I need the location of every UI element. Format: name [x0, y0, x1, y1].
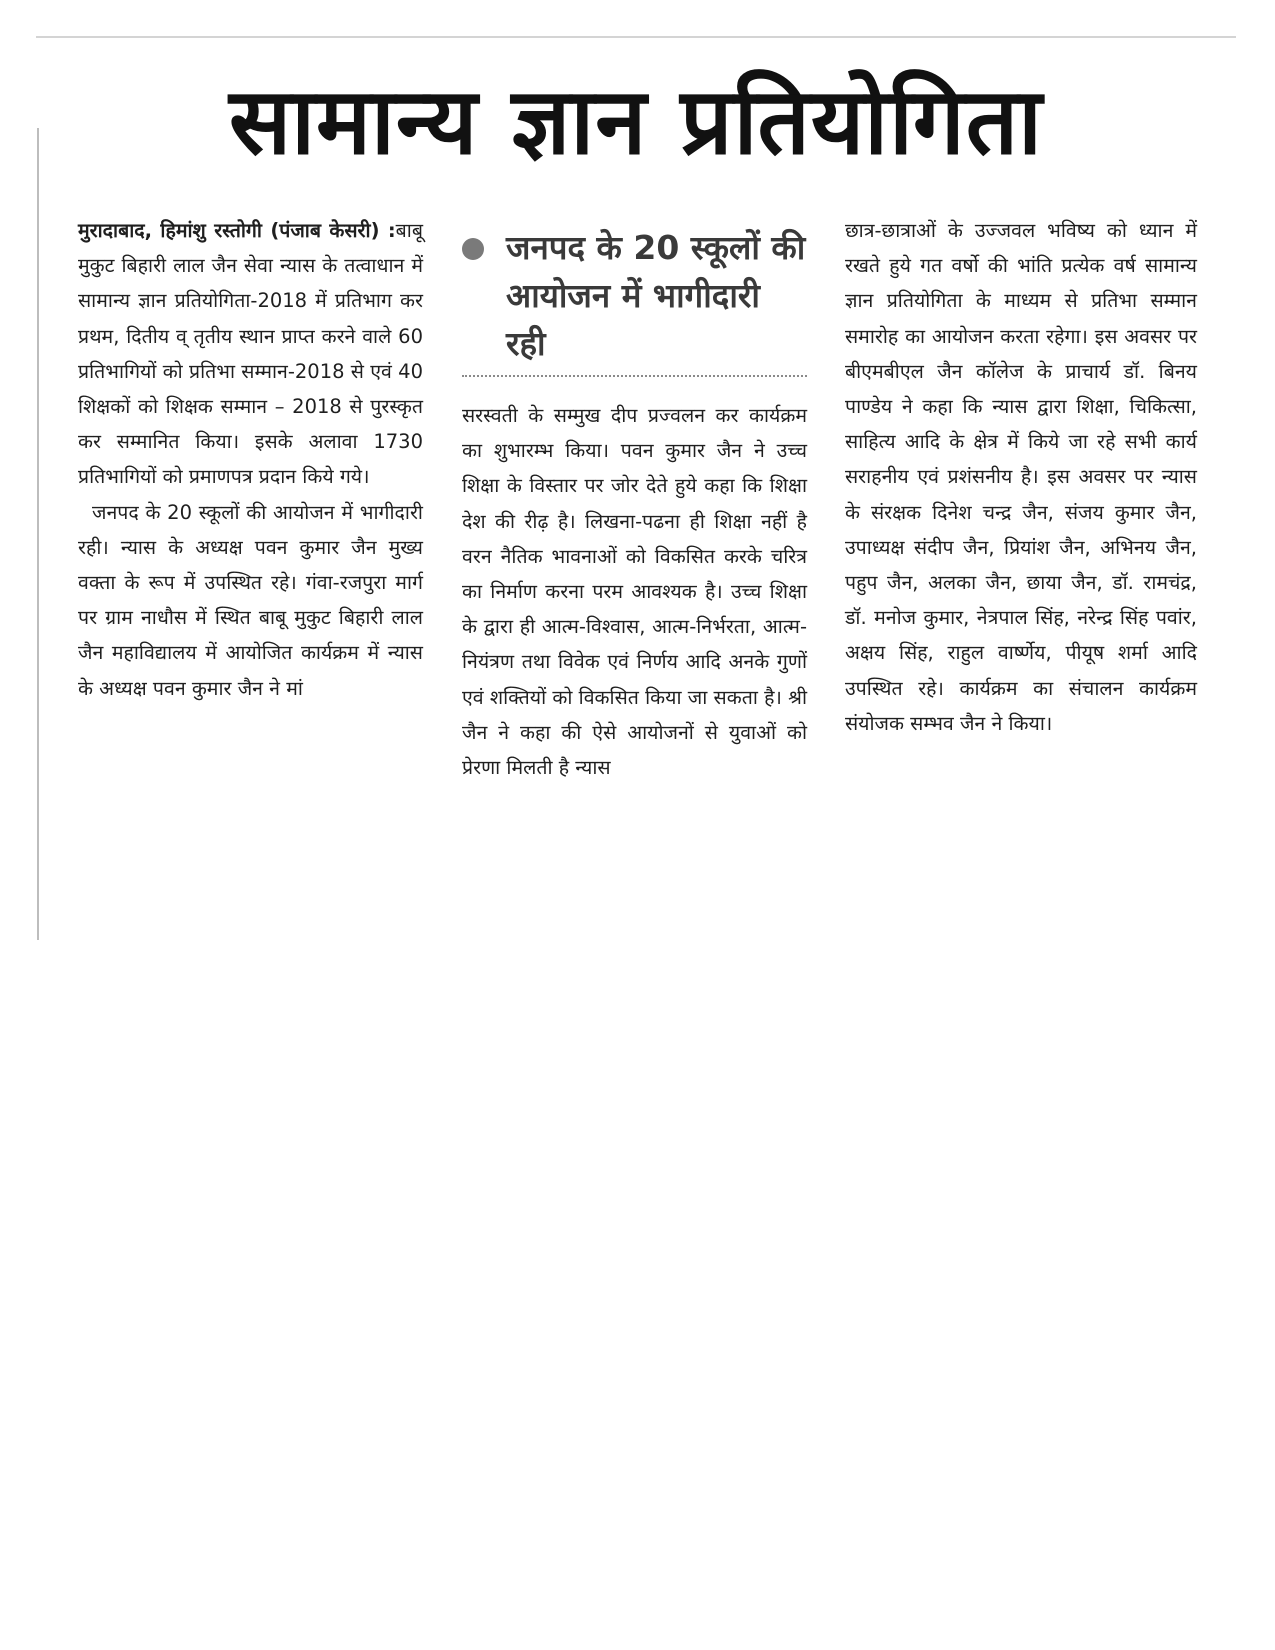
highlight-box	[462, 224, 807, 368]
headline: सामान्य ज्ञान प्रतियोगिता	[229, 68, 1043, 175]
article-column-2	[462, 398, 807, 785]
column-3-paragraph: छात्र-छात्राओं के उज्जवल भविष्य को ध्यान में रखते हुये गत वर्षो की भांति प्रत्येक वर्ष सामान्य ज्ञान प्रतियोगिता के माध्यम से प्रतिभा सम्मान समारोह का आयोजन करता रहेगा। इस अवसर पर बीएमबीएल जैन कॉलेज के प्राचार्य डॉ. बिनय पाण्डेय ने कहा कि न्यास द्वारा शिक्षा, चिकित्सा, साहित्य आदि के क्षेत्र में किये जा रहे सभी कार्य सराहनीय एवं प्रशंसनीय है। इस अवसर पर न्यास के संरक्षक दिनेश चन्द्र जैन, संजय कुमार जैन, उपाध्यक्ष संदीप जैन, प्रियांश जैन, अभिनय जैन, पहुप जैन, अलका जैन, छाया जैन, डॉ. रामचंद्र, डॉ. मनोज कुमार, नेत्रपाल सिंह, नरेन्द्र सिंह पवांर, अक्षय सिंह, राहुल वार्ष्णेय, पीयूष शर्मा आदि उपस्थित रहे। कार्यक्रम का संचालन कार्यक्रम संयोजक सम्भव जैन ने किया।	[845, 219, 1197, 735]
left-column-rule	[37, 128, 39, 940]
article-column-1	[78, 213, 423, 706]
byline: मुरादाबाद, हिमांशु रस्तोगी (पंजाब केसरी) :	[78, 219, 396, 242]
article-column-3	[845, 213, 1197, 741]
lead-paragraph	[78, 213, 423, 495]
paragraph-2: जनपद के 20 स्कूलों की आयोजन में भागीदारी रही। न्यास के अध्यक्ष पवन कुमार जैन मुख्य वक्ता के रूप में उपस्थित रहे। गंवा-रजपुरा मार्ग पर ग्राम नाधौस में स्थित बाबू मुकुट बिहारी लाल जैन महाविद्यालय में आयोजित कार्यक्रम में न्यास के अध्यक्ष पवन कुमार जैन ने मां	[78, 500, 423, 700]
column-2-paragraph: सरस्वती के सम्मुख दीप प्रज्वलन कर कार्यक्रम का शुभारम्भ किया। पवन कुमार जैन ने उच्च शिक्षा के विस्तार पर जोर देते हुये कहा कि शिक्षा देश की रीढ़ है। लिखना-पढना ही शिक्षा नहीं है वरन नैतिक भावनाओं को विकसित करके चरित्र का निर्माण करना परम आवश्यक है। उच्च शिक्षा के द्वारा ही आत्म-विश्वास, आत्म-निर्भरता, आत्म-नियंत्रण तथा विवेक एवं निर्णय आदि अनके गुणों एवं शक्तियों को विकसित किया जा सकता है। श्री जैन ने कहा की ऐसे आयोजनों से युवाओं को प्रेरणा मिलती है न्यास	[462, 404, 807, 780]
top-rule	[36, 36, 1236, 38]
lead-paragraph-text: बाबू मुकुट बिहारी लाल जैन सेवा न्यास के तत्वाधान में सामान्य ज्ञान प्रतियोगिता-2018 में प्रतिभाग कर प्रथम, दितीय व् तृतीय स्थान प्राप्त करने वाले 60 प्रतिभागियों को प्रतिभा सम्मान-2018 से एवं 40 शिक्षकों को शिक्षक सम्मान – 2018 से पुरस्कृत कर सम्मानित किया। इसके अलावा 1730 प्रतिभागियों को प्रमाणपत्र प्रदान किये गये।	[78, 219, 423, 489]
dotted-divider	[462, 375, 807, 377]
bullet-dot-icon	[462, 238, 484, 260]
highlight-text: जनपद के 20 स्कूलों की आयोजन में भागीदारी रही	[506, 228, 806, 363]
